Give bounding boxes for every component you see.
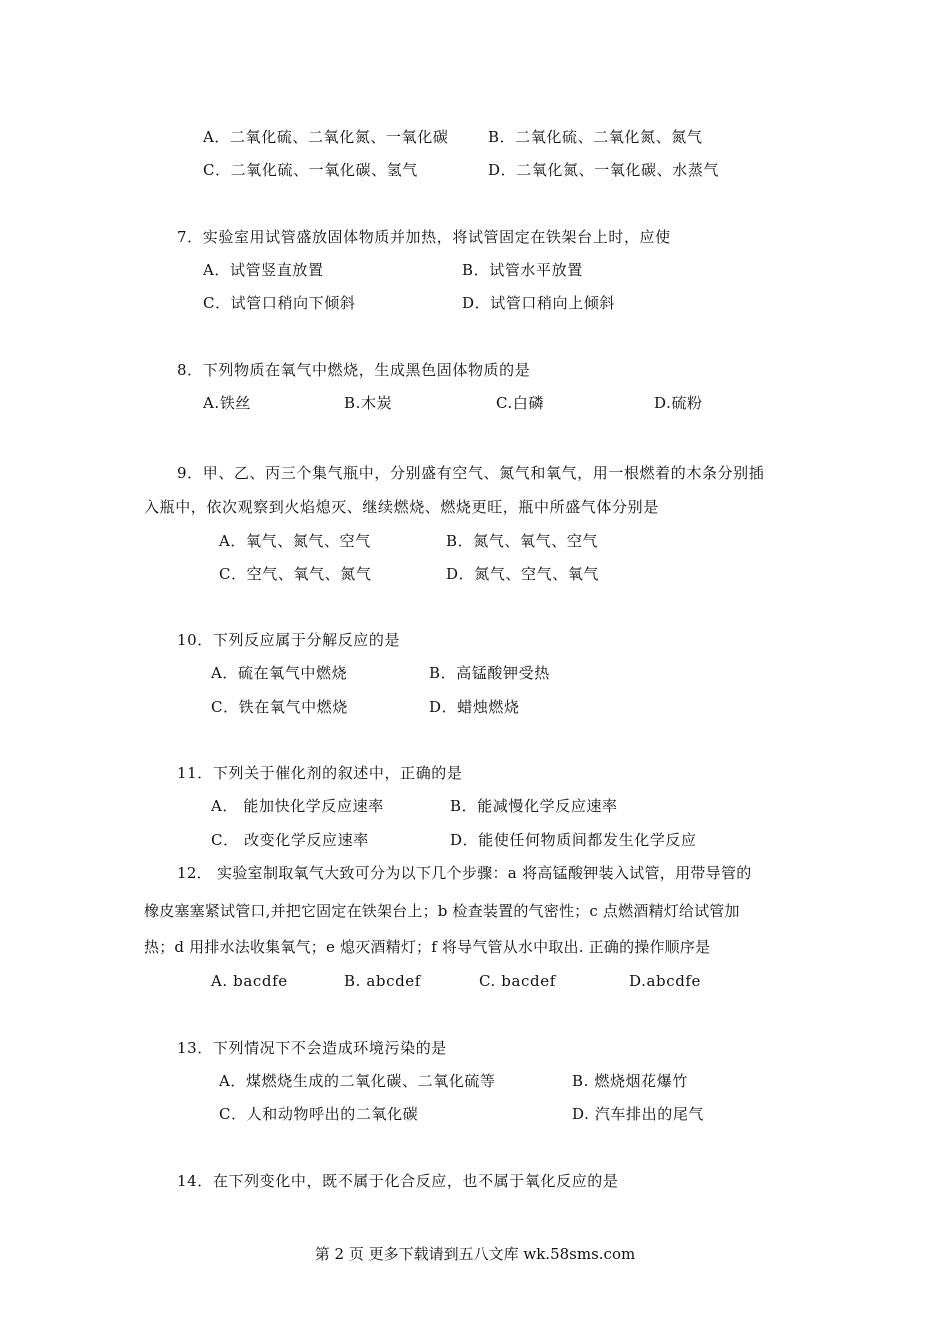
q10-option-a: A．硫在氧气中燃烧: [211, 664, 348, 682]
q8-option-c: C.白磷: [496, 394, 545, 412]
q7-option-c: C．试管口稍向下倾斜: [203, 294, 356, 312]
q12-option-c: C. bacdef: [479, 972, 556, 990]
q10-option-d: D．蜡烛燃烧: [429, 698, 520, 716]
q11-option-b: B．能减慢化学反应速率: [450, 797, 618, 815]
q8-option-b: B.木炭: [344, 394, 393, 412]
q9-stem-line1: 9．甲、乙、丙三个集气瓶中，分别盛有空气、氮气和氧气，用一根燃着的木条分别插: [177, 464, 765, 482]
q11-option-a: A． 能加快化学反应速率: [211, 797, 384, 815]
q9-option-c: C．空气、氧气、氮气: [219, 565, 372, 583]
q13-stem: 13．下列情况下不会造成环境污染的是: [177, 1039, 447, 1057]
q10-stem: 10．下列反应属于分解反应的是: [177, 631, 401, 649]
q6-option-c: C．二氧化硫、一氧化碳、氢气: [203, 161, 418, 179]
q13-option-c: C．人和动物呼出的二氧化碳: [219, 1105, 419, 1123]
q11-option-c: C． 改变化学反应速率: [211, 831, 369, 849]
q14-stem: 14．在下列变化中，既不属于化合反应，也不属于氧化反应的是: [177, 1172, 619, 1190]
page-footer: 第 2 页 更多下载请到五八文库 wk.58sms.com: [314, 1245, 636, 1263]
q13-option-a: A．煤燃烧生成的二氧化碳、二氧化硫等: [219, 1072, 496, 1090]
q9-stem-line2: 入瓶中，依次观察到火焰熄灭、继续燃烧、燃烧更旺，瓶中所盛气体分别是: [144, 498, 659, 516]
q6-option-d: D．二氧化氮、一氧化碳、水蒸气: [488, 161, 720, 179]
q8-stem: 8．下列物质在氧气中燃烧，生成黑色固体物质的是: [177, 361, 531, 379]
q12-stem-line2: 橡皮塞塞紧试管口,并把它固定在铁架台上；b 检查装置的气密性；c 点燃酒精灯给试管加: [144, 902, 740, 920]
q12-option-b: B. abcdef: [344, 972, 421, 990]
q9-option-b: B．氮气、氧气、空气: [446, 532, 599, 550]
q8-option-a: A.铁丝: [203, 394, 252, 412]
q8-option-d: D.硫粉: [654, 394, 703, 412]
q11-option-d: D．能使任何物质间都发生化学反应: [450, 831, 697, 849]
q12-option-d: D.abcdfe: [629, 972, 702, 990]
q13-option-b: B. 燃烧烟花爆竹: [572, 1072, 688, 1090]
q7-option-a: A．试管竖直放置: [203, 261, 324, 279]
q6-option-a: A．二氧化硫、二氧化氮、一氧化碳: [203, 128, 449, 146]
q7-option-b: B．试管水平放置: [462, 261, 583, 279]
q7-option-d: D．试管口稍向上倾斜: [462, 294, 616, 312]
q10-option-c: C．铁在氧气中燃烧: [211, 698, 348, 716]
q9-option-a: A．氧气、氮气、空气: [219, 532, 371, 550]
q12-stem-line3: 热；d 用排水法收集氧气；e 熄灭酒精灯；f 将导气管从水中取出. 正确的操作顺序是: [144, 938, 711, 956]
q7-stem: 7．实验室用试管盛放固体物质并加热，将试管固定在铁架台上时，应使: [177, 228, 671, 246]
q12-stem-line1: 12． 实验室制取氧气大致可分为以下几个步骤：a 将高锰酸钾装入试管，用带导管的: [177, 864, 752, 882]
q6-option-b: B．二氧化硫、二氧化氮、氮气: [488, 128, 703, 146]
q11-stem: 11．下列关于催化剂的叙述中，正确的是: [177, 764, 463, 782]
q10-option-b: B．高锰酸钾受热: [429, 664, 550, 682]
q9-option-d: D．氮气、空气、氧气: [446, 565, 600, 583]
q12-option-a: A. bacdfe: [211, 972, 288, 990]
q13-option-d: D. 汽车排出的尾气: [572, 1105, 705, 1123]
